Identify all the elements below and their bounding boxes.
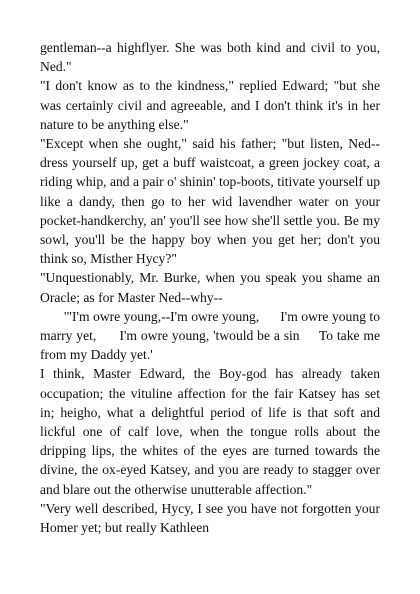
paragraph-1: gentleman--a highflyer. She was both kind and civil to you, Ned." bbox=[40, 40, 380, 75]
paragraph-2: "I don't know as to the kindness," replied Edward; "but she was certainly civil and agreeable, and I don't think it's in her nature to be anything else." bbox=[40, 78, 380, 132]
paragraph-4: "Unquestionably, Mr. Burke, when you speak you shame an Oracle; as for Master Ned--why-- bbox=[40, 270, 380, 305]
verse-quote: '"I'm owre young,--I'm owre young, I'm owre young to marry yet, I'm owre young, 'twould be a sin To take me from my Daddy yet.' bbox=[40, 308, 380, 363]
book-page-text bbox=[40, 38, 380, 537]
paragraph-5: I think, Master Edward, the Boy-god has already taken occupation; the vituline affection for the fair Katsey has set in; heigho, what a delightful period of life is that soft and lickful one of calf love, when the tongue rolls about the dripping lips, the whites of the eyes are turned towards the divine, the ox-eyed Katsey, and you are ready to stagger over and blare out the otherwise unutterable affection." bbox=[40, 366, 380, 497]
paragraph-6: "Very well described, Hycy, I see you have not forgotten your Homer yet; but really Kathleen bbox=[40, 500, 380, 536]
paragraph-3: "Except when she ought," said his father; "but listen, Ned--dress yourself up, get a buff waistcoat, a green jockey coat, a riding whip, and a pair o' shinin' top-boots, titivate yourself up like a dandy, then go to her wid lavendher water on your pocket-handkerchy, an' you'll see how she'll settle you. Be my sowl, you'll be the happy boy when you get her; don't you think so, Misther Hycy?" bbox=[40, 136, 380, 267]
